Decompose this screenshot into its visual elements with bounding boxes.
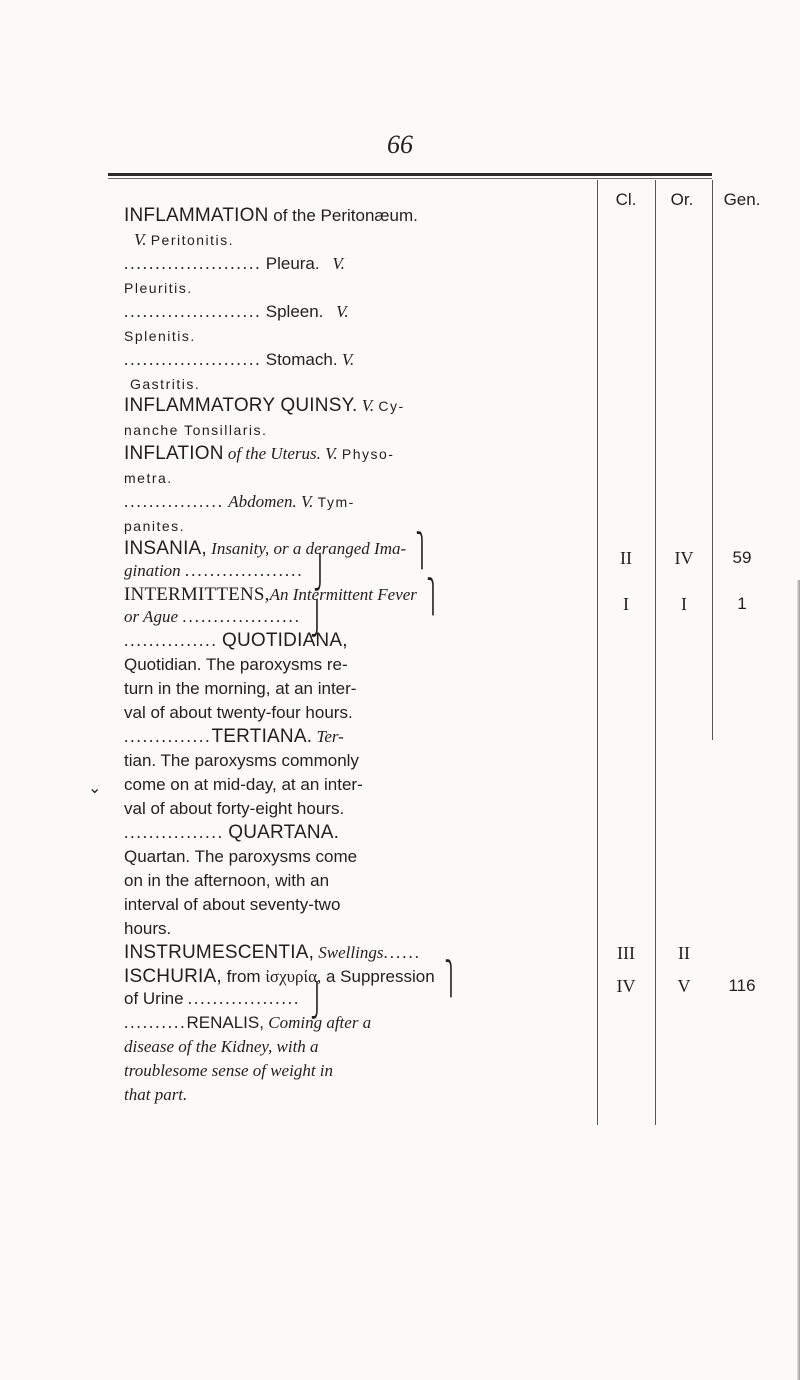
entry-text: Stomach. <box>265 350 338 369</box>
leader-dots: ................... <box>184 561 304 580</box>
brace-top: ⎫ <box>415 532 430 569</box>
note-term: Tym- <box>317 494 355 510</box>
entry-inflation-note <box>124 467 594 489</box>
note-v: V. <box>341 350 355 369</box>
brace-bottom: ⎭ <box>313 554 327 591</box>
entry-heading: ISCHURIA, <box>124 966 222 987</box>
entry-renalis-4 <box>124 1084 594 1106</box>
column-header-order: Or. <box>670 190 694 209</box>
entry-heading: QUARTANA. <box>228 822 340 843</box>
ischuria-order: V <box>677 976 691 996</box>
brace-bottom: ⎭ <box>310 600 324 637</box>
entry-italic: An Intermittent Fever <box>269 585 417 604</box>
entry-ischuria <box>124 960 594 997</box>
entry-abdomen <box>124 491 594 513</box>
quartana-desc-1: Quartan. The paroxysms come <box>124 847 358 866</box>
leader-dots: .................. <box>187 989 301 1008</box>
note-term: Pleuritis. <box>124 280 193 296</box>
greek-term: ἰσχυρία, <box>265 967 322 986</box>
tertiana-desc-1: tian. The paroxysms commonly <box>124 751 359 770</box>
entry-renalis-2 <box>124 1036 594 1058</box>
entry-heading: INFLAMMATORY QUINSY. <box>124 395 358 416</box>
note-term: Splenitis. <box>124 328 196 344</box>
entry-pleura <box>124 253 594 275</box>
insania-class: II <box>620 548 632 568</box>
tertiana-desc-3: val of about forty-eight hours. <box>124 799 345 818</box>
renalis-desc-4: that part. <box>124 1085 188 1104</box>
entry-renalis-3 <box>124 1060 594 1082</box>
entry-text: of the Peritonæum. <box>268 206 418 225</box>
leader-dots: ...................... <box>124 254 262 273</box>
entry-heading: TERTIANA. <box>211 726 313 747</box>
entry-italic: Swellings <box>318 943 384 962</box>
entry-heading: RENALIS, <box>186 1013 264 1032</box>
entry-heading: INTERMITTENS, <box>124 584 270 605</box>
column-header-class: Cl. <box>615 190 637 209</box>
note-term: Gastritis. <box>130 376 201 392</box>
note-v: V. <box>336 302 349 321</box>
note-term: panites. <box>124 518 186 534</box>
entry-italic: Abdomen. <box>228 492 297 511</box>
page-number: 66 <box>387 130 413 159</box>
entry-abdomen-note <box>124 515 594 537</box>
note-term: nanche Tonsillaris. <box>124 422 268 438</box>
brace-bottom: ⎭ <box>309 982 324 1019</box>
entry-inflammation-note <box>134 229 604 251</box>
note-term: Physo- <box>341 446 395 462</box>
entry-text: from <box>221 967 266 986</box>
note-v: V. <box>300 492 314 511</box>
entry-heading: INSTRUMESCENTIA, <box>124 942 315 963</box>
entry-quinsy-note <box>124 419 594 441</box>
leader-dots: ................... <box>182 607 301 626</box>
leader-dots: ................ <box>124 492 224 511</box>
entry-pleura-note <box>124 277 594 299</box>
leader-dots: ...... <box>383 943 421 962</box>
top-rule <box>108 173 712 176</box>
tertiana-desc-2: come on at mid-day, at an inter- <box>124 775 363 794</box>
leader-dots: .............. <box>124 727 212 746</box>
entry-text: of Urine <box>124 989 184 1008</box>
entry-quotidiana <box>124 630 594 652</box>
entry-heading: INSANIA, <box>124 538 207 559</box>
quotidiana-desc-3: val of about twenty-four hours. <box>124 703 353 722</box>
entry-heading: INFLATION <box>124 443 224 464</box>
entry-heading: QUOTIDIANA, <box>222 630 348 651</box>
leader-dots: ...................... <box>124 350 262 369</box>
entry-heading: INFLAMMATION <box>124 205 269 226</box>
entry-stomach-note <box>130 373 600 395</box>
note-v: V. <box>361 396 375 415</box>
intermittens-genus: 1 <box>737 594 747 613</box>
entry-inflation <box>124 443 594 465</box>
note-v: V. <box>325 444 338 463</box>
quartana-desc-2: on in the afternoon, with an <box>124 871 330 890</box>
entry-italic: or Ague <box>124 607 178 626</box>
entry-insania <box>124 532 594 569</box>
quartana-desc-4: hours. <box>124 919 172 938</box>
entry-italic: gination <box>124 561 181 580</box>
entry-spleen <box>124 301 594 323</box>
brace-top: ⎫ <box>426 578 440 615</box>
instrumescentia-order: II <box>678 943 690 963</box>
insania-genus: 59 <box>732 548 752 567</box>
entry-spleen-note <box>124 325 594 347</box>
note-v: V. <box>134 230 147 249</box>
entry-text: Spleen. <box>265 302 324 321</box>
column-divider-3 <box>712 180 713 740</box>
entry-ischuria-cont <box>124 982 594 1019</box>
entry-text: a Suppression <box>321 967 435 986</box>
quartana-desc-3: interval of about seventy-two <box>124 895 341 914</box>
entry-text: Pleura. <box>265 254 320 273</box>
renalis-desc-1: Coming after a <box>268 1013 372 1032</box>
entry-inflammation <box>124 205 594 227</box>
insania-order: IV <box>674 548 694 568</box>
entry-intermittens-cont <box>124 600 594 637</box>
leader-dots: ...................... <box>124 302 262 321</box>
leader-dots: ............... <box>124 631 218 650</box>
entry-tertiana <box>124 726 594 748</box>
column-header-genus: Gen. <box>723 190 761 209</box>
entry-stomach <box>124 349 594 371</box>
ischuria-genus: 116 <box>728 976 756 995</box>
note-term: metra. <box>124 470 173 486</box>
intermittens-order: I <box>681 594 687 614</box>
entry-instrumescentia <box>124 942 594 964</box>
margin-mark: ⌄ <box>88 780 102 797</box>
note-v: V. <box>332 254 345 273</box>
instrumescentia-class: III <box>617 943 635 963</box>
entry-italic: Insanity, or a deranged Ima- <box>211 539 407 558</box>
renalis-desc-2: disease of the Kidney, with a <box>124 1037 319 1056</box>
note-term: Peritonitis. <box>150 232 235 248</box>
ischuria-class: IV <box>616 976 636 996</box>
entry-italic: Ter- <box>316 727 344 746</box>
quotidiana-desc-2: turn in the morning, at an inter- <box>124 679 357 698</box>
intermittens-class: I <box>623 594 629 614</box>
leader-dots: ................ <box>124 823 224 842</box>
renalis-desc-3: troublesome sense of weight in <box>124 1061 334 1080</box>
top-rule-thin <box>108 178 712 179</box>
entry-quartana <box>124 822 594 844</box>
entry-italic: of the Uterus. <box>227 444 321 463</box>
note-term: Cy- <box>378 398 405 414</box>
quotidiana-desc-1: Quotidian. The paroxysms re- <box>124 655 348 674</box>
entry-quinsy <box>124 395 594 417</box>
entry-intermittens <box>124 578 594 615</box>
leader-dots: .......... <box>124 1013 187 1032</box>
entry-insania-cont <box>124 554 594 591</box>
entry-renalis <box>124 1012 594 1034</box>
brace-top: ⎫ <box>444 960 458 997</box>
